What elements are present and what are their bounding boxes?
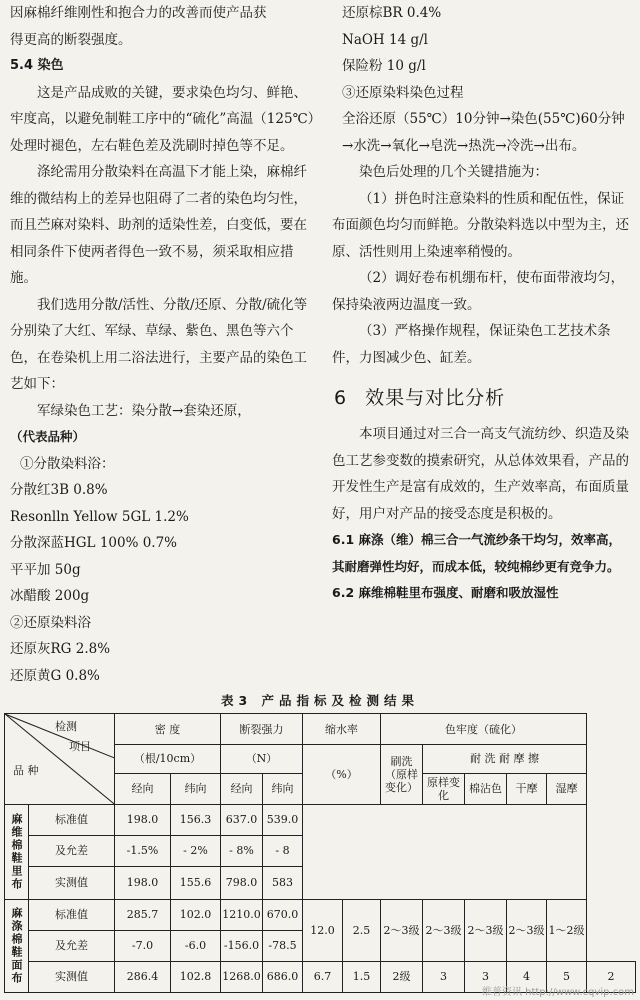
cell: -6.0 [171,930,221,961]
dry-rub-header: 干摩 [507,773,547,804]
heading-5-4: 5.4 染色 [10,58,64,73]
density-header: 密 度 [115,714,221,745]
shrink-header: 缩水率 [303,714,381,745]
cell: 1268.0 [221,961,263,992]
empty-cells [303,804,587,899]
corner-bottom: 品 种 [13,764,39,777]
cell: 2～3级 [507,899,547,961]
cell: 156.3 [171,804,221,835]
bath2-item: 还原灰RG 2.8% [10,641,111,657]
cell: 1210.0 [221,899,263,930]
cell: 5 [547,961,587,992]
weft-label: 纬向 [263,773,303,804]
right-column [332,0,630,607]
cell: 4 [507,961,547,992]
process-line: 军绿染色工艺：染分散→套染还原， [37,402,251,419]
left-column [10,0,315,689]
process-3: 全浴还原（55℃）10分钟→染色(55℃)60分钟→水洗→氧化→皂洗→热洗→冷洗→出布。 [342,111,625,154]
cell: - 8 [263,835,303,866]
section-6-1: 6.1 麻涤（维）棉三合一气流纱条干均匀，效率高，其耐磨弹性均好，而成本低，较纯棉纱更有竞争力。 [332,532,621,574]
row-label: 标准值 [29,899,115,930]
cell: 798.0 [221,866,263,899]
shrink-unit: （%） [303,745,381,805]
bath2-item: 还原黄G 0.8% [10,667,100,684]
cell: 539.0 [263,804,303,835]
bath1-item: 平平加 50g [10,561,81,578]
strength-header: 断裂强力 [221,714,303,745]
warp-label: 经向 [115,773,171,804]
intro-line-2: 得更高的断裂强度。 [10,31,132,48]
bath1-item: 分散红3B 0.8% [10,482,108,498]
row-label: 及允差 [29,835,115,866]
cell: 198.0 [115,866,171,899]
section-6-2: 6.2 麻维棉鞋里布强度、耐磨和吸放湿性 [332,585,559,600]
cell: 1～2级 [547,899,587,961]
cell: 1.5 [343,961,381,992]
cell: 686.0 [263,961,303,992]
cell: - 8% [221,835,263,866]
measure-2: （2）调好卷布机绷布杆，使布面带液均匀，保持染液两边温度一致。 [332,270,625,313]
row-label: 标准值 [29,804,115,835]
row-label: 实测值 [29,866,115,899]
cell: 670.0 [263,899,303,930]
wash-header: 耐 洗 耐 摩 擦 [423,745,587,774]
brush-header: 刷洗（原样变化） [381,745,423,805]
bath3-title: ③还原染料染色过程 [342,84,464,101]
cell: 3 [465,961,507,992]
cell: 637.0 [221,804,263,835]
cell: 285.7 [115,899,171,930]
section-6-para: 本项目通过对三合一高支气流纺纱、织造及染色工艺参变数的摸索研究，从总体效果看，产品的开发性生产是富有成效的，生产效率高，布面质量好，用户对产品的接受态度是积极的。 [332,426,629,522]
intro-line-1: 因麻棉纤维刚性和抱合力的改善而使产品获 [10,5,267,21]
section-6-title: 效果与对比分析 [365,387,506,409]
measure-1: （1）拼色时注意染料的性质和配伍性，保证布面颜色均匀而鲜艳。分散染料选以中型为主，还原、活性则用上染速率稍慢的。 [332,190,629,260]
results-table [4,713,636,993]
cell: 286.4 [115,961,171,992]
bath1-item: Resonlln Yellow 5GL 1.2% [10,508,189,525]
section-6-number: 6 [334,387,348,409]
para-dyeing-key: 这是产品成败的关键，要求染色均匀、鲜艳、牢度高，以避免制鞋工序中的“硫化”高温（125℃）处理时褪色，左右鞋色差及洗刷时掉色等不足。 [10,84,315,154]
cotton-stain-header: 棉沾色 [465,773,507,804]
cell: 2 [587,961,636,992]
process-note: （代表品种） [10,429,86,444]
bath2-item: 保险粉 10 g/l [342,58,426,74]
row-label: 及允差 [29,930,115,961]
corner-header [5,714,115,805]
cell: -156.0 [221,930,263,961]
cell: 12.0 [303,899,343,961]
group-label-upper: 麻涤棉鞋面布 [5,899,29,992]
section-6-heading [334,381,630,415]
cell: 155.6 [171,866,221,899]
cell: -1.5% [115,835,171,866]
table-row [5,804,636,835]
cell: 2～3级 [423,899,465,961]
fastness-header: 色牢度（硫化） [381,714,587,745]
watermark: 维普资讯 http://www.cqvip.com [481,987,634,998]
corner-top: 检测 [55,720,77,733]
cell: -7.0 [115,930,171,961]
density-unit: （根/10cm） [115,745,221,774]
cell: 198.0 [115,804,171,835]
measure-3: （3）严格操作规程，保证染色工艺技术条件，力图减少色、缸差。 [332,323,611,366]
cell: 3 [423,961,465,992]
wet-rub-header: 湿摩 [547,773,587,804]
row-label: 实测值 [29,961,115,992]
bath1-item: 分散深蓝HGL 100% 0.7% [10,535,177,551]
strength-unit: （N） [221,745,303,774]
table-row [5,899,636,930]
cell: -78.5 [263,930,303,961]
corner-mid: 项目 [69,740,91,753]
cell: 583 [263,866,303,899]
cell: 6.7 [303,961,343,992]
original-header: 原样变化 [423,773,465,804]
bath2-item: 还原棕BR 0.4% [342,5,442,21]
table-caption: 表3 产品指标及检测结果 [220,693,420,708]
weft-label: 纬向 [171,773,221,804]
warp-label: 经向 [221,773,263,804]
para-polyester: 涤纶需用分散染料在高温下才能上染，麻棉纤维的微结构上的差异也阻碍了二者的染色均匀性，而且苎麻对染料、助剂的适染性差，白变低，要在相同条件下使两者得色一致不易，须采取相应措施。 [10,164,307,286]
cell: 2～3级 [381,899,423,961]
cell: - 2% [171,835,221,866]
cell: 2～3级 [465,899,507,961]
para-dye-selection: 我们选用分散/活性、分散/还原、分散/硫化等分别染了大红、军绿、草绿、紫色、黑色等六个色，在卷染机上用二浴法进行，主要产品的染色工艺如下： [10,296,308,392]
cell: 2.5 [343,899,381,961]
cell: 102.8 [171,961,221,992]
bath2-item: NaOH 14 g/l [342,31,428,48]
bath1-item: 冰醋酸 200g [10,588,90,604]
group-label-lining: 麻维棉鞋里布 [5,804,29,899]
cell: 2级 [381,961,423,992]
cell: 102.0 [171,899,221,930]
bath1-title: ①分散染料浴： [20,455,115,472]
measures-intro: 染色后处理的几个关键措施为： [359,164,548,180]
bath2-title: ②还原染料浴 [10,614,91,631]
